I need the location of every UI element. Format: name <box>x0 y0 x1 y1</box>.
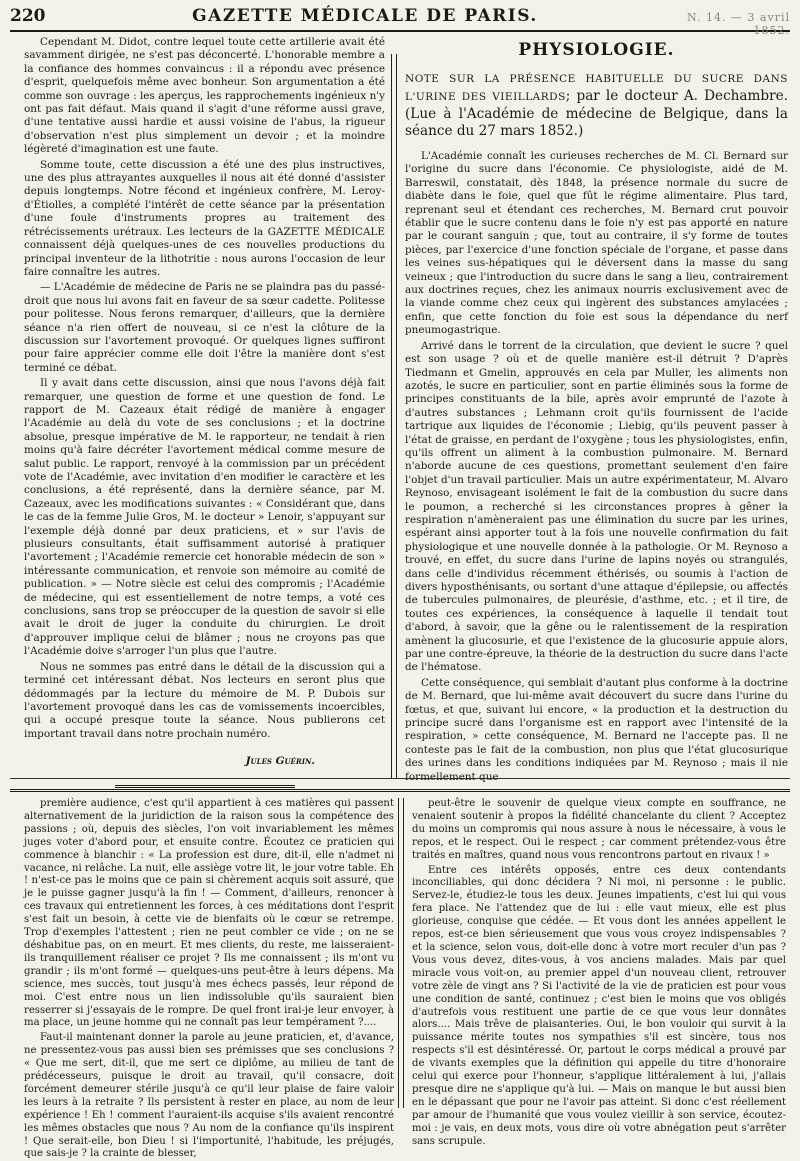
paragraph: Cependant M. Didot, contre lequel toute cette artillerie avait été savamment dirigée, ne s'est pas déconcerté. L'honorable membre a la confiance des hommes convaincus : il a répondu avec présence d'esprit, quelquefois même avec bonheur. Son argumentation a été comme son ouvrage : les aperçus, les rapprochements ingénieux n'y ont pas fait défaut. Mais quand il s'agit d'une réforme aussi grave, d'une tentative aussi hardie et aussi voisine de l'abus, la rigueur d'observation n'est plus simplement un devoir ; et la moindre légèreté d'imagination est une faute. <box>24 36 385 156</box>
page-number: 220 <box>10 6 46 26</box>
journal-title: GAZETTE MÉDICALE DE PARIS. <box>192 6 538 26</box>
left-column <box>10 32 391 778</box>
paragraph: Il y avait dans cette discussion, ainsi que nous l'avons déjà fait remarquer, une question de forme et une question de fond. Le rapport de M. Cazeaux était rédigé de manière à engager l'Académie au delà du vote de ses conclusions ; et la doctrine absolue, presque impérative de M. le rapporteur, ne tendait à rien moins qu'à faire décréter l'avortement médical comme mesure de salut public. Le rapport, renvoyé à la commission par un précédent vote de l'Académie, avec invitation d'en modifier le caractère et les conclusions, a été représenté, dans la dernière séance, par M. Cazeaux, avec les modifications suivantes : « Considérant que, dans le cas de la femme Julie Gros, M. le docteur » Lenoir, s'appuyant sur l'exemple déjà donné par deux praticiens, et » sur l'avis de plusieurs consultants, était suffisamment autorisé à pratiquer l'avortement ; l'Académie remercie cet honorable médecin de son » intéressante communication, et renvoie son mémoire au comité de publication. » — Notre siècle est celui des compromis ; l'Académie de médecine, qui est essentiellement de notre temps, a voté ces conclusions, sans trop se préoccuper de la question de savoir si elle avait le droit de juger la conduite du chirurgien. Le droit d'approuver implique celui de blâmer ; nous ne croyons pas que l'Académie doive s'arroger l'un plus que l'autre. <box>24 377 385 658</box>
author-signature: Jules Guérin. <box>245 755 315 768</box>
paragraph: Faut-il maintenant donner la parole au jeune praticien, et, d'avance, ne pressentez-vous pas aussi bien ses prémisses que ses conclusions ? « Que me sert, dit-il, que me sert ce diplôme, au milieu de tant de prédécesseurs, puisque le droit au travail, qu'il consacre, doit forcément demeurer stérile jusqu'à ce qu'il leur plaise de faire valoir les leurs à la retraite ? Ils persistent à rester en place, au nom de leur expérience ! Eh ! comment l'auraient-ils acquise s'ils avaient rencontré les mêmes obstacles que nous ? Au nom de la confiance qu'ils inspirent ! Que serait-elle, bon Dieu ! si l'importunité, l'habitude, les préjugés, que sais-je ? la crainte de blesser, <box>24 1032 394 1160</box>
paragraph: Cette conséquence, qui semblait d'autant plus conforme à la doctrine de M. Bernard, que lui-même avait découvert du sucre dans l'urine du fœtus, et que, suivant lui encore, « la production et la destruction du principe sucré dans l'organisme est en rapport avec l'intensité de la respiration, » cette conséquence, M. Bernard ne l'accepte pas. Il ne conteste pas le fait de la combustion, non plus que l'état glucosurique des urines dans les conditions indiquées par M. Reynoso ; mais il nie formellement que <box>405 676 788 783</box>
feuilleton-section <box>10 794 790 1160</box>
page-header <box>10 6 790 37</box>
paragraph: peut-être le souvenir de quelque vieux compte en souffrance, ne venaient soutenir à propos la fidélité chancelante du client ? Acceptez du moins un compromis qui nous assure à nous le nécessaire, à vous le repos, et le respect. Oui le respect ; car comment prétendez-vous être traités en maîtres, quand nous vous rencontrons partout en rivaux ! » <box>412 798 786 861</box>
feuilleton-left-column <box>10 798 398 1160</box>
paragraph: — L'Académie de médecine de Paris ne se plaindra pas du passé-droit que nous lui avons fait en faveur de sa sœur cadette. Politesse pour politesse. Nous ferons remarquer, d'ailleurs, que la dernière séance n'a rien offert de nouveau, si ce n'est la clôture de la discussion sur l'avortement provoqué. Or quelques lignes suffiront pour faire apprécier comme elle doit l'être la manière dont s'est terminé ce débat. <box>24 281 385 374</box>
paragraph: Nous ne sommes pas entré dans le détail de la discussion qui a terminé cet intéressant débat. Nos lecteurs en seront plus que dédommagés par la lecture du mémoire de M. P. Dubois sur l'avortement provoqué dans les cas de vomissements incoercibles, qui a occupé presque toute la séance. Nous publierons cet important travail dans notre prochain numéro. <box>24 660 385 740</box>
upper-section <box>10 32 790 783</box>
section-heading: PHYSIOLOGIE. <box>518 40 675 60</box>
right-column <box>397 32 790 783</box>
feuilleton-right-column <box>404 798 790 1147</box>
article-title-caps: NOTE SUR LA PRÉSENCE HABITUELLE DU SUCRE DANS L'URINE DES VIEILLARDS <box>405 73 788 103</box>
paragraph: L'Académie connaît les curieuses recherches de M. Cl. Bernard sur l'origine du sucre dans l'économie. Ce physiologiste, aidé de M. Barreswil, constatait, dès 1848, la présence normale du sucre de diabète dans le foie, quel que fût le régime alimentaire. Plus tard, reprenant seul et étendant ces recherches, M. Bernard crut pouvoir établir que le sucre contenu dans le foie n'y est pas apporté en nature par le courant sanguin ; que, tout au contraire, il s'y forme de toutes pièces, par l'exercice d'une fonction spéciale de l'organe, et passe dans les veines sus-hépatiques qui le déversent dans la masse du sang veineux ; que l'introduction du sucre dans le sang a lieu, contrairement aux doctrines reçues, chez les animaux nourris exclusivement avec de la viande comme chez ceux qui ingèrent des substances amylacées ; enfin, que cette fonction du foie est sous la dépendance du nerf pneumogastrique. <box>405 150 788 337</box>
article-title-rest: ; par le docteur A. Dechambre. (Lue à l'Académie de médecine de Belgique, dans la séance du 27 mars 1852.) <box>405 88 788 139</box>
article-title <box>405 70 788 140</box>
issue-reference: N. 14. — 3 avril 1852. <box>687 11 790 37</box>
paragraph: première audience, c'est qu'il appartient à ces matières qui passent alternativement de la juridiction de la raison sous la compétence des passions ; où, depuis des siècles, l'on voit invariablement les mêmes juges voter d'abord pour, et ensuite contre. Écoutez ce praticien qui commence à blanchir : « La profession est dure, dit-il, elle n'admet ni vacance, ni relâche. La nuit, elle assiège votre lit, le jour votre table. Eh ! n'est-ce pas le moins que ce pain si chèrement acquis soit assuré, que je le puisse gagner jusqu'à la fin ! — Comment, d'ailleurs, renoncer à ces travaux qui entretiennent les forces, à ces méditations dont l'esprit s'est fait un besoin, à cette vie de bienfaits où le cœur se retrempe. Trop d'exemples l'attestent ; rien ne peut combler ce vide ; on ne se déshabitue pas, on en meurt. Et mes clients, du reste, me laisseraient-ils tranquillement réaliser ce projet ? Ils me connaissent ; ils m'ont vu grandir ; ils m'ont formé — quelques-uns peut-être à leurs dépens. Ma science, mes succès, tout jusqu'à mes échecs passés, leur répond de moi. C'est entre nous un lien indissoluble qu'ils sauraient bien resserrer si j'essayais de le rompre. De quel front irai-je leur envoyer, à ma place, un jeune homme qui ne connaît pas leur tempérament ?.... <box>24 798 394 1029</box>
ornamental-rule <box>115 785 295 788</box>
paragraph: Entre ces intérêts opposés, entre ces deux contendants inconciliables, qui donc décidera ? Ni moi, ni personne : le public. Servez-le, étudiez-le tous les deux. Jeunes impatients, c'est lui qui vous fera place. Ne l'attendez que de lui : elle vaut mieux, elle est plus glorieuse, conquise que cédée. — Et vous dont les années appellent le repos, est-ce bien sérieusement que vous vous croyez indispensables ? et la science, selon vous, doit-elle donc à votre mort reculer d'un pas ? Vous vous devez, dites-vous, à vos anciens malades. Mais par quel miracle vous voit-on, au premier appel d'un nouveau client, retrouver votre zèle de vingt ans ? Si l'activité de la vie de praticien est pour vous une condition de santé, continuez ; c'est bien le moins que vos obligés d'autrefois vous restituent une partie de ce que vous leur donnâtes alors.... Mais trêve de plaisanteries. Oui, le bon vouloir qui survit à la puissance mérite toutes nos sympathies s'il est sincère, tous nos respects s'il est désintéressé. Or, partout le corps médical a prouvé par de vivants exemples que la définition qui appelle du titre d'honoraire celui qui exerce pour l'honneur, s'applique littéralement à lui, j'allais presque dire ne s'applique qu'à lui. — Mais on manque le but aussi bien en le dépassant que pour ne l'avoir pas atteint. Si donc c'est réellement par amour de l'humanité que vous voulez vieillir à son service, écoutez-moi : je vais, en deux mots, vous dire où votre abnégation peut s'arrêter sans scrupule. <box>412 864 786 1147</box>
paragraph: Arrivé dans le torrent de la circulation, que devient le sucre ? quel est son usage ? où et de quelle manière est-il détruit ? D'après Tiedmann et Gmelin, approuvés en cela par Muller, les aliments non azotés, le sucre en particulier, sont en partie éliminés sous la forme de principes constituants de la bile, après avoir emprunté de l'azote à d'autres substances ; Lehmann croit qu'ils fournissent de l'acide tartrique aux liquides de l'économie ; Liebig, qu'ils peuvent passer à l'état de graisse, en perdant de l'oxygène ; tous les physiologistes, enfin, qu'ils offrent un aliment à la combustion pulmonaire. M. Bernard n'aborde aucune de ces questions, promettant seulement d'en faire l'objet d'un travail particulier. Mais un autre expérimentateur, M. Alvaro Reynoso, envisageant isolément le fait de la combustion du sucre dans le poumon, a recherché si les circonstances propres à gêner la respiration n'amèneraient pas une élimination du sucre par les urines, espérant ainsi apporter tout à la fois une nouvelle confirmation du fait physiologique et une nouvelle donnée à la pathologie. Or M. Reynoso a trouvé, en effet, du sucre dans l'urine de lapins noyés ou strangulés, dans celle d'individus récemment éthérisés, ou soumis à l'action de divers hyposthénisants, ou sortant d'une attaque d'épilepsie, ou affectés de tubercules pulmonaires, de pleurésie, d'asthme, etc. ; et il tire, de toutes ces expériences, la conséquence à laquelle il tendait tout d'abord, à savoir, que la gêne ou le ralentissement de la respiration amènent la glucosurie, et que l'existence de la glucosurie appuie alors, par une contre-épreuve, la théorie de la destruction du sucre dans l'acte de l'hématose. <box>405 339 788 674</box>
paragraph: Somme toute, cette discussion a été une des plus instructives, une des plus attrayantes auxquelles il nous ait été donné d'assister depuis longtemps. Notre fécond et ingénieux confrère, M. Leroy-d'Étiolles, a complété l'intérêt de cette séance par la présentation d'une foule d'instruments propres au traitement des rétrécissements urétraux. Les lecteurs de la GAZETTE MÉDICALE connaissent déjà quelques-unes de ces nouvelles productions du principal inventeur de la lithotritie : nous aurons l'occasion de leur faire connaître les autres. <box>24 158 385 278</box>
